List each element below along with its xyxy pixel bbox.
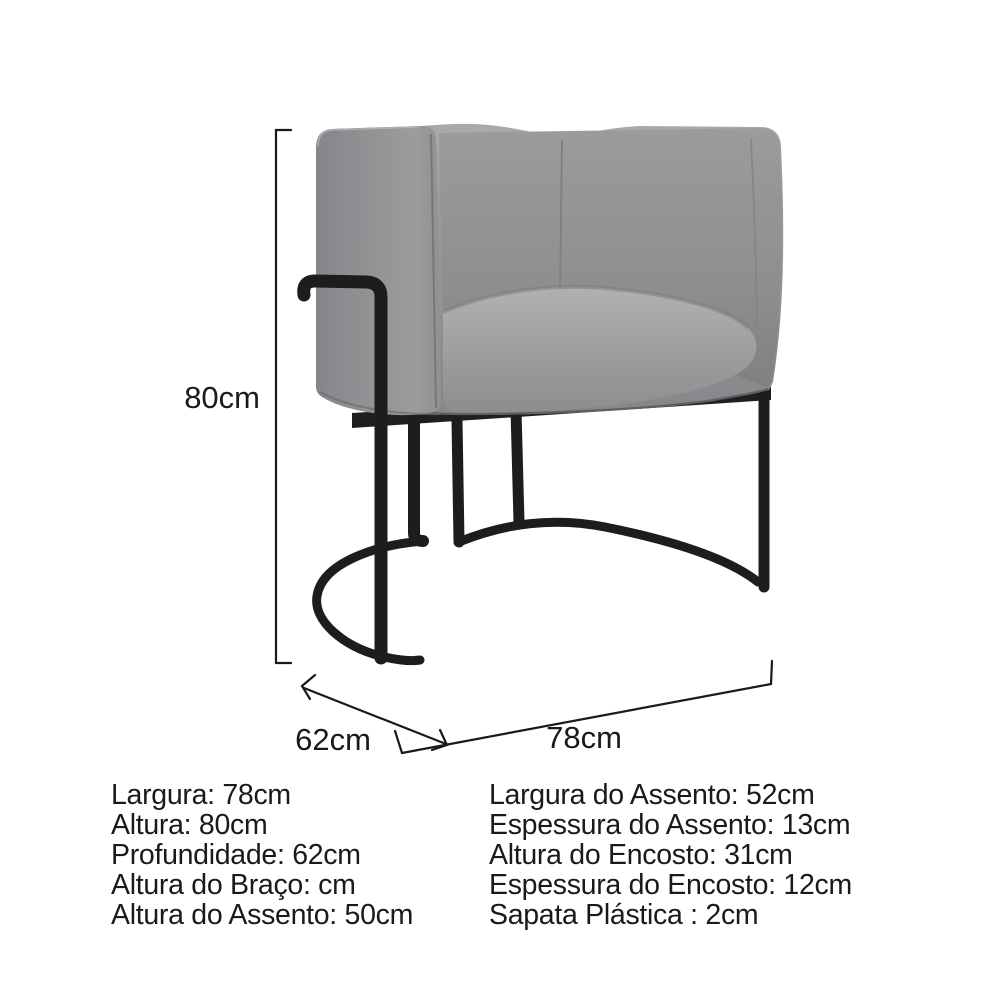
front-right-leg <box>516 410 519 522</box>
chair-illustration <box>304 124 783 661</box>
spec-line: Largura: 78cm <box>111 779 291 811</box>
spec-line: Altura: 80cm <box>111 809 268 841</box>
inner-left-leg <box>414 420 423 541</box>
depth-dimension-label: 62cm <box>295 722 371 757</box>
spec-column-right <box>489 780 852 930</box>
spec-line: Altura do Assento: 50cm <box>111 899 414 931</box>
width-dimension-label: 78cm <box>546 720 622 755</box>
width-dimension-tick-left <box>395 731 402 753</box>
base-left-loop <box>317 541 423 661</box>
spec-line: Altura do Braço: cm <box>111 869 356 901</box>
spec-line: Espessura do Encosto: 12cm <box>489 869 852 901</box>
spec-line: Profundidade: 62cm <box>111 839 361 871</box>
spec-line: Largura do Assento: 52cm <box>489 779 815 811</box>
spec-line: Altura do Encosto: 31cm <box>489 839 793 871</box>
height-dimension-line <box>276 130 291 663</box>
front-center-leg <box>457 420 459 542</box>
spec-line: Espessura do Assento: 13cm <box>489 809 851 841</box>
spec-line: Sapata Plástica : 2cm <box>489 899 759 931</box>
width-dimension-tick-right <box>771 661 772 684</box>
height-dimension-label: 80cm <box>184 380 260 415</box>
base-curved-rail <box>459 522 758 582</box>
spec-column-left <box>111 780 413 930</box>
